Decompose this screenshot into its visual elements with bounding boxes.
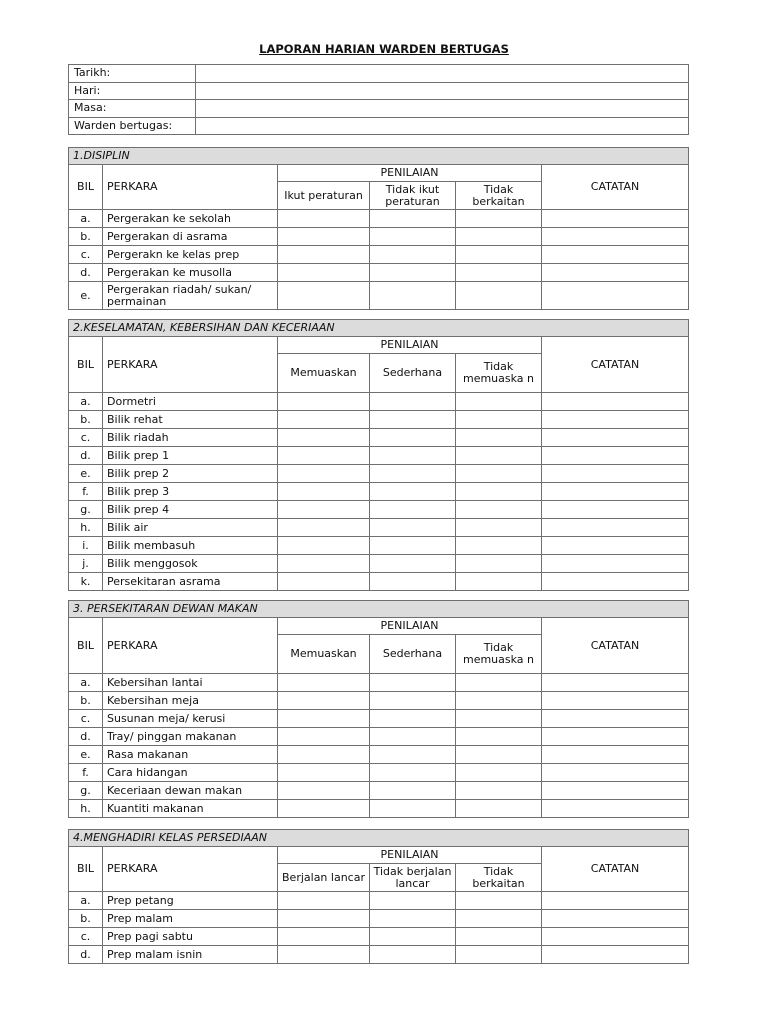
rating-cell[interactable] [456,264,542,282]
rating-cell[interactable] [370,282,456,310]
penilaian-header: PENILAIAN [278,337,542,354]
section-heading: 4.MENGHADIRI KELAS PERSEDIAAN [69,830,689,847]
catatan-cell[interactable] [542,692,689,710]
rating-cell[interactable] [370,411,456,429]
rating-cell[interactable] [456,710,542,728]
rating-cell[interactable] [278,264,370,282]
item-perkara: Keceriaan dewan makan [103,782,278,800]
section-table-2 [68,319,689,591]
rating-cell[interactable] [456,910,542,928]
catatan-cell[interactable] [542,946,689,964]
penilaian-column-header: Tidak ikut peraturan [370,182,456,210]
item-row [69,746,689,764]
item-row [69,710,689,728]
catatan-cell[interactable] [542,501,689,519]
item-bil: a. [69,210,103,228]
rating-cell[interactable] [278,519,370,537]
catatan-cell[interactable] [542,674,689,692]
catatan-cell[interactable] [542,910,689,928]
rating-cell[interactable] [456,764,542,782]
item-row [69,764,689,782]
rating-cell[interactable] [370,228,456,246]
catatan-cell[interactable] [542,210,689,228]
info-label: Hari: [69,82,196,100]
item-bil: h. [69,800,103,818]
item-row [69,483,689,501]
catatan-cell[interactable] [542,800,689,818]
info-row-time [69,100,689,118]
rating-cell[interactable] [278,710,370,728]
item-row [69,264,689,282]
catatan-cell[interactable] [542,429,689,447]
bil-header: BIL [69,337,103,393]
item-perkara: Prep malam isnin [103,946,278,964]
item-row [69,800,689,818]
item-row [69,282,689,310]
item-bil: c. [69,710,103,728]
item-perkara: Bilik prep 1 [103,447,278,465]
rating-cell[interactable] [370,746,456,764]
rating-cell[interactable] [370,465,456,483]
item-row [69,910,689,928]
item-perkara: Pergerakn ke kelas prep [103,246,278,264]
perkara-header: PERKARA [103,165,278,210]
item-row [69,946,689,964]
catatan-cell[interactable] [542,710,689,728]
penilaian-header: PENILAIAN [278,618,542,635]
item-row [69,465,689,483]
rating-cell[interactable] [456,519,542,537]
item-bil: a. [69,892,103,910]
item-bil: c. [69,246,103,264]
info-label: Tarikh: [69,65,196,83]
catatan-header: CATATAN [542,847,689,892]
item-bil: e. [69,465,103,483]
rating-cell[interactable] [370,800,456,818]
catatan-cell[interactable] [542,746,689,764]
item-row [69,555,689,573]
item-perkara: Bilik membasuh [103,537,278,555]
warden-field[interactable] [196,117,689,135]
rating-cell[interactable] [456,800,542,818]
catatan-cell[interactable] [542,519,689,537]
penilaian-column-header: Sederhana [370,354,456,393]
item-perkara: Pergerakan di asrama [103,228,278,246]
rating-cell[interactable] [456,465,542,483]
item-bil: g. [69,782,103,800]
rating-cell[interactable] [456,429,542,447]
rating-cell[interactable] [370,710,456,728]
item-perkara: Prep petang [103,892,278,910]
item-row [69,728,689,746]
rating-cell[interactable] [370,447,456,465]
catatan-cell[interactable] [542,764,689,782]
penilaian-header: PENILAIAN [278,165,542,182]
penilaian-header: PENILAIAN [278,847,542,864]
item-perkara: Pergerakan ke musolla [103,264,278,282]
catatan-cell[interactable] [542,411,689,429]
rating-cell[interactable] [278,782,370,800]
item-bil: a. [69,674,103,692]
item-bil: b. [69,411,103,429]
rating-cell[interactable] [278,764,370,782]
catatan-cell[interactable] [542,928,689,946]
item-bil: e. [69,282,103,310]
rating-cell[interactable] [370,483,456,501]
item-row [69,573,689,591]
time-field[interactable] [196,100,689,118]
bil-header: BIL [69,165,103,210]
rating-cell[interactable] [370,393,456,411]
item-row [69,782,689,800]
item-perkara: Bilik prep 4 [103,501,278,519]
item-row [69,519,689,537]
info-row-warden [69,117,689,135]
item-bil: c. [69,928,103,946]
rating-cell[interactable] [278,928,370,946]
rating-cell[interactable] [456,573,542,591]
document-title: LAPORAN HARIAN WARDEN BERTUGAS [259,42,509,56]
item-perkara: Bilik prep 3 [103,483,278,501]
item-perkara: Persekitaran asrama [103,573,278,591]
day-field[interactable] [196,82,689,100]
rating-cell[interactable] [456,892,542,910]
section-table-4 [68,829,689,964]
item-bil: g. [69,501,103,519]
catatan-cell[interactable] [542,246,689,264]
catatan-cell[interactable] [542,555,689,573]
item-perkara: Susunan meja/ kerusi [103,710,278,728]
item-row [69,692,689,710]
rating-cell[interactable] [456,782,542,800]
rating-cell[interactable] [278,746,370,764]
catatan-header: CATATAN [542,337,689,393]
rating-cell[interactable] [456,393,542,411]
item-bil: b. [69,228,103,246]
info-table [68,64,689,135]
rating-cell[interactable] [456,692,542,710]
section-table-3 [68,600,689,818]
rating-cell[interactable] [278,573,370,591]
item-bil: a. [69,393,103,411]
rating-cell[interactable] [456,483,542,501]
item-bil: j. [69,555,103,573]
catatan-cell[interactable] [542,447,689,465]
rating-cell[interactable] [456,746,542,764]
item-row [69,429,689,447]
item-row [69,537,689,555]
item-perkara: Bilik air [103,519,278,537]
section-heading: 2.KESELAMATAN, KEBERSIHAN DAN KECERIAAN [69,320,689,337]
item-bil: b. [69,692,103,710]
item-perkara: Bilik menggosok [103,555,278,573]
item-row [69,411,689,429]
penilaian-column-header: Tidak berkaitan [456,182,542,210]
rating-cell[interactable] [278,429,370,447]
perkara-header: PERKARA [103,847,278,892]
item-bil: e. [69,746,103,764]
rating-cell[interactable] [370,429,456,447]
item-bil: i. [69,537,103,555]
rating-cell[interactable] [456,946,542,964]
catatan-cell[interactable] [542,537,689,555]
rating-cell[interactable] [370,892,456,910]
penilaian-column-header: Tidak memuaska n [456,354,542,393]
rating-cell[interactable] [370,210,456,228]
rating-cell[interactable] [370,674,456,692]
rating-cell[interactable] [278,800,370,818]
item-perkara: Tray/ pinggan makanan [103,728,278,746]
rating-cell[interactable] [370,573,456,591]
item-bil: f. [69,483,103,501]
rating-cell[interactable] [370,501,456,519]
rating-cell[interactable] [278,674,370,692]
rating-cell[interactable] [278,910,370,928]
rating-cell[interactable] [370,555,456,573]
section-heading: 3. PERSEKITARAN DEWAN MAKAN [69,601,689,618]
catatan-cell[interactable] [542,483,689,501]
penilaian-column-header: Berjalan lancar [278,864,370,892]
penilaian-column-header: Tidak memuaska n [456,635,542,674]
rating-cell[interactable] [370,764,456,782]
catatan-cell[interactable] [542,573,689,591]
penilaian-column-header: Memuaskan [278,635,370,674]
catatan-header: CATATAN [542,618,689,674]
item-perkara: Bilik rehat [103,411,278,429]
rating-cell[interactable] [456,537,542,555]
rating-cell[interactable] [278,501,370,519]
info-label: Warden bertugas: [69,117,196,135]
item-perkara: Cara hidangan [103,764,278,782]
catatan-cell[interactable] [542,728,689,746]
item-row [69,501,689,519]
item-row [69,447,689,465]
rating-cell[interactable] [370,264,456,282]
item-bil: d. [69,946,103,964]
section-table-1 [68,147,689,310]
item-perkara: Dormetri [103,393,278,411]
rating-cell[interactable] [456,674,542,692]
rating-cell[interactable] [278,728,370,746]
item-bil: d. [69,264,103,282]
item-row [69,674,689,692]
rating-cell[interactable] [278,946,370,964]
item-row [69,246,689,264]
rating-cell[interactable] [370,537,456,555]
item-perkara: Bilik prep 2 [103,465,278,483]
item-perkara: Pergerakan ke sekolah [103,210,278,228]
rating-cell[interactable] [456,501,542,519]
item-bil: h. [69,519,103,537]
item-perkara: Bilik riadah [103,429,278,447]
item-bil: b. [69,910,103,928]
item-perkara: Kuantiti makanan [103,800,278,818]
rating-cell[interactable] [370,928,456,946]
rating-cell[interactable] [370,728,456,746]
rating-cell[interactable] [370,782,456,800]
item-perkara: Pergerakan riadah/ sukan/ permainan [103,282,278,310]
rating-cell[interactable] [278,282,370,310]
rating-cell[interactable] [370,946,456,964]
penilaian-column-header: Tidak berjalan lancar [370,864,456,892]
rating-cell[interactable] [278,411,370,429]
rating-cell[interactable] [278,228,370,246]
section-heading: 1.DISIPLIN [69,148,689,165]
catatan-cell[interactable] [542,264,689,282]
perkara-header: PERKARA [103,337,278,393]
rating-cell[interactable] [278,210,370,228]
rating-cell[interactable] [456,928,542,946]
item-perkara: Rasa makanan [103,746,278,764]
item-bil: d. [69,728,103,746]
item-row [69,928,689,946]
item-bil: k. [69,573,103,591]
rating-cell[interactable] [456,282,542,310]
bil-header: BIL [69,847,103,892]
item-perkara: Kebersihan meja [103,692,278,710]
item-bil: c. [69,429,103,447]
item-row [69,892,689,910]
rating-cell[interactable] [370,246,456,264]
date-field[interactable] [196,65,689,83]
rating-cell[interactable] [370,692,456,710]
item-perkara: Kebersihan lantai [103,674,278,692]
rating-cell[interactable] [370,910,456,928]
rating-cell[interactable] [278,537,370,555]
catatan-header: CATATAN [542,165,689,210]
catatan-cell[interactable] [542,282,689,310]
item-perkara: Prep pagi sabtu [103,928,278,946]
rating-cell[interactable] [456,411,542,429]
rating-cell[interactable] [278,692,370,710]
item-perkara: Prep malam [103,910,278,928]
item-row [69,228,689,246]
rating-cell[interactable] [456,447,542,465]
perkara-header: PERKARA [103,618,278,674]
rating-cell[interactable] [278,447,370,465]
bil-header: BIL [69,618,103,674]
penilaian-column-header: Sederhana [370,635,456,674]
rating-cell[interactable] [278,892,370,910]
rating-cell[interactable] [456,728,542,746]
info-row-day [69,82,689,100]
rating-cell[interactable] [370,519,456,537]
catatan-cell[interactable] [542,892,689,910]
catatan-cell[interactable] [542,465,689,483]
item-bil: f. [69,764,103,782]
catatan-cell[interactable] [542,393,689,411]
rating-cell[interactable] [456,210,542,228]
item-row [69,393,689,411]
penilaian-column-header: Ikut peraturan [278,182,370,210]
rating-cell[interactable] [278,246,370,264]
rating-cell[interactable] [456,555,542,573]
rating-cell[interactable] [456,246,542,264]
info-row-date [69,65,689,83]
rating-cell[interactable] [278,555,370,573]
catatan-cell[interactable] [542,228,689,246]
item-row [69,210,689,228]
penilaian-column-header: Memuaskan [278,354,370,393]
info-label: Masa: [69,100,196,118]
rating-cell[interactable] [456,228,542,246]
rating-cell[interactable] [278,393,370,411]
rating-cell[interactable] [278,465,370,483]
penilaian-column-header: Tidak berkaitan [456,864,542,892]
rating-cell[interactable] [278,483,370,501]
item-bil: d. [69,447,103,465]
catatan-cell[interactable] [542,782,689,800]
